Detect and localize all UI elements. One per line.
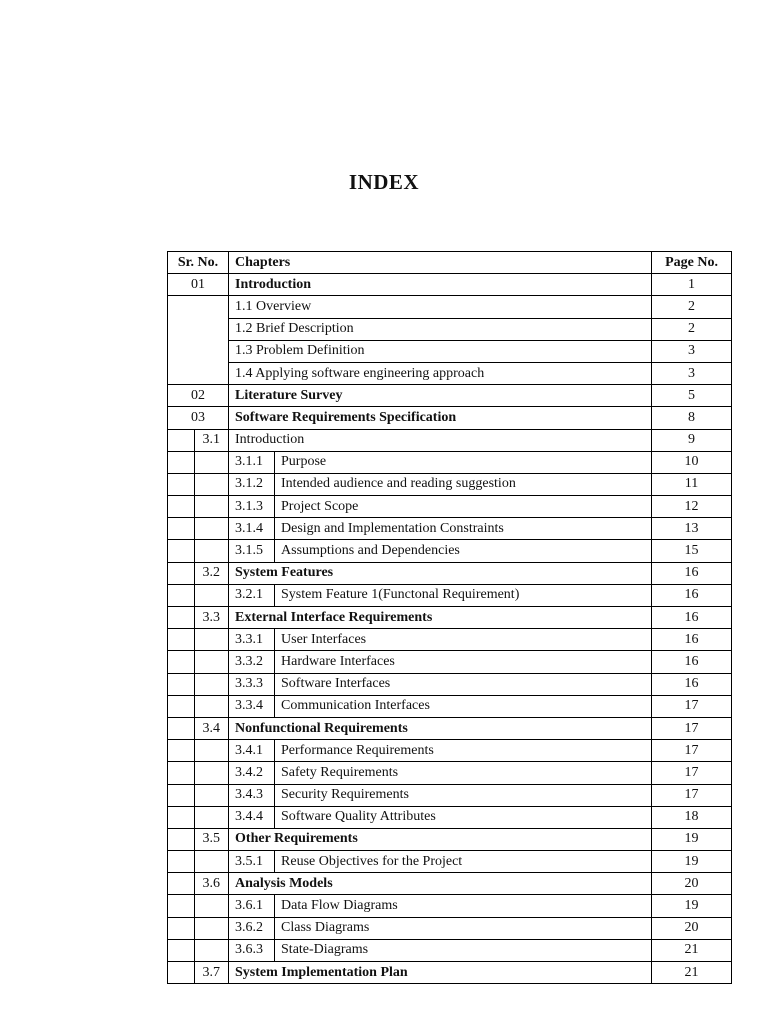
indent-cell [168,562,195,584]
subsection-title: Communication Interfaces [275,695,652,717]
subsection-number: 3.3.1 [229,629,275,651]
subsection-title: Software Quality Attributes [275,806,652,828]
page-number: 20 [652,917,732,939]
page-number: 17 [652,784,732,806]
subsection-number: 3.4.1 [229,740,275,762]
section-number: 3.7 [195,962,229,984]
section-number: 3.3 [195,607,229,629]
section-title: External Interface Requirements [229,607,652,629]
subsection-number: 3.1.2 [229,473,275,495]
page-number: 8 [652,407,732,429]
indent-cell [168,962,195,984]
table-row [168,407,732,429]
table-row [168,296,732,318]
table-row [168,607,732,629]
table-row [168,518,732,540]
table-row [168,717,732,739]
section-title: Other Requirements [229,828,652,850]
table-row [168,917,732,939]
page-number: 21 [652,939,732,961]
table-row [168,695,732,717]
page-number: 19 [652,851,732,873]
subsection-title: Software Interfaces [275,673,652,695]
indent-cell [195,851,229,873]
subsection-title: System Feature 1(Functonal Requirement) [275,584,652,606]
table-row [168,651,732,673]
header-chapters: Chapters [229,252,652,274]
subsection-title: Design and Implementation Constraints [275,518,652,540]
subsection-title: User Interfaces [275,629,652,651]
table-header-row [168,252,732,274]
sr-no-cell-empty [168,296,229,385]
page-number: 19 [652,828,732,850]
indent-cell [195,496,229,518]
page-number: 3 [652,362,732,384]
table-row [168,895,732,917]
section-number: 3.2 [195,562,229,584]
indent-cell [168,917,195,939]
indent-cell [168,784,195,806]
document-title: INDEX [348,170,420,194]
page-number: 16 [652,673,732,695]
subsection-number: 3.1.3 [229,496,275,518]
subsection-number: 3.3.3 [229,673,275,695]
subsection-number: 3.5.1 [229,851,275,873]
subsection-title: Assumptions and Dependencies [275,540,652,562]
subsection-number: 3.3.4 [229,695,275,717]
table-row [168,828,732,850]
table-row [168,340,732,362]
section-title: Analysis Models [229,873,652,895]
indent-cell [168,806,195,828]
table-row [168,562,732,584]
subsection-number: 3.6.2 [229,917,275,939]
page-number: 1 [652,274,732,296]
page-number: 2 [652,296,732,318]
page-number: 16 [652,629,732,651]
table-row [168,429,732,451]
indent-cell [168,584,195,606]
page-number: 17 [652,740,732,762]
indent-cell [168,673,195,695]
section-number: 3.4 [195,717,229,739]
section-number: 3.5 [195,828,229,850]
indent-cell [168,451,195,473]
page-number: 12 [652,496,732,518]
indent-cell [195,673,229,695]
subsection-title: Class Diagrams [275,917,652,939]
subsection-number: 3.4.4 [229,806,275,828]
subsection-title: State-Diagrams [275,939,652,961]
indent-cell [168,762,195,784]
indent-cell [195,806,229,828]
sr-no-cell: 02 [168,385,229,407]
indent-cell [168,629,195,651]
indent-cell [168,473,195,495]
page-number: 15 [652,540,732,562]
page-number: 16 [652,651,732,673]
subsection-number: 3.4.2 [229,762,275,784]
subsection-number: 3.2.1 [229,584,275,606]
subsection-title: Hardware Interfaces [275,651,652,673]
subsection-title: Project Scope [275,496,652,518]
page-number: 21 [652,962,732,984]
page-number: 17 [652,762,732,784]
indent-cell [195,540,229,562]
page-number: 10 [652,451,732,473]
page-number: 5 [652,385,732,407]
table-row [168,274,732,296]
indent-cell [168,873,195,895]
indent-cell [168,895,195,917]
indent-cell [168,695,195,717]
indent-cell [195,518,229,540]
table-row [168,362,732,384]
table-row [168,873,732,895]
subsection-number: 3.3.2 [229,651,275,673]
subsection-number: 3.6.1 [229,895,275,917]
subsection-number: 3.4.3 [229,784,275,806]
subsection-title: Purpose [275,451,652,473]
indent-cell [168,939,195,961]
section-title: 1.1 Overview [229,296,652,318]
indent-cell [195,740,229,762]
section-title: Introduction [229,429,652,451]
table-row [168,762,732,784]
subsection-title: Data Flow Diagrams [275,895,652,917]
table-row [168,451,732,473]
chapter-title: Literature Survey [229,385,652,407]
table-row [168,806,732,828]
table-row [168,673,732,695]
table-row [168,851,732,873]
indent-cell [195,651,229,673]
indent-cell [168,651,195,673]
indent-cell [195,895,229,917]
subsection-title: Intended audience and reading suggestion [275,473,652,495]
indent-cell [195,473,229,495]
section-title: System Implementation Plan [229,962,652,984]
subsection-number: 3.1.1 [229,451,275,473]
subsection-title: Safety Requirements [275,762,652,784]
section-number: 3.6 [195,873,229,895]
table-row [168,473,732,495]
indent-cell [168,518,195,540]
indent-cell [168,851,195,873]
page-number: 3 [652,340,732,362]
section-title: 1.2 Brief Description [229,318,652,340]
table-row [168,629,732,651]
page-number: 13 [652,518,732,540]
page-number: 18 [652,806,732,828]
page-number: 19 [652,895,732,917]
indent-cell [168,607,195,629]
page-number: 2 [652,318,732,340]
index-table [167,251,732,984]
indent-cell [195,629,229,651]
indent-cell [195,695,229,717]
subsection-number: 3.1.5 [229,540,275,562]
table-row [168,939,732,961]
indent-cell [168,717,195,739]
indent-cell [195,451,229,473]
header-sr-no: Sr. No. [168,252,229,274]
indent-cell [195,762,229,784]
table-row [168,584,732,606]
indent-cell [195,917,229,939]
table-row [168,318,732,340]
indent-cell [168,429,195,451]
section-title: Nonfunctional Requirements [229,717,652,739]
table-row [168,540,732,562]
sr-no-cell: 03 [168,407,229,429]
section-number: 3.1 [195,429,229,451]
section-title: System Features [229,562,652,584]
page-number: 16 [652,562,732,584]
subsection-number: 3.6.3 [229,939,275,961]
section-title: 1.4 Applying software engineering approach [229,362,652,384]
chapter-title: Introduction [229,274,652,296]
subsection-title: Reuse Objectives for the Project [275,851,652,873]
indent-cell [195,584,229,606]
indent-cell [168,740,195,762]
page-number: 17 [652,717,732,739]
table-row [168,784,732,806]
page-number: 17 [652,695,732,717]
indent-cell [168,540,195,562]
subsection-number: 3.1.4 [229,518,275,540]
page-number: 16 [652,607,732,629]
page-number: 16 [652,584,732,606]
page-number: 20 [652,873,732,895]
table-row [168,962,732,984]
indent-cell [195,784,229,806]
indent-cell [168,496,195,518]
indent-cell [168,828,195,850]
header-page-no: Page No. [652,252,732,274]
page-number: 9 [652,429,732,451]
page-number: 11 [652,473,732,495]
section-title: 1.3 Problem Definition [229,340,652,362]
table-row [168,496,732,518]
subsection-title: Performance Requirements [275,740,652,762]
sr-no-cell: 01 [168,274,229,296]
subsection-title: Security Requirements [275,784,652,806]
table-row [168,740,732,762]
chapter-title: Software Requirements Specification [229,407,652,429]
table-row [168,385,732,407]
indent-cell [195,939,229,961]
